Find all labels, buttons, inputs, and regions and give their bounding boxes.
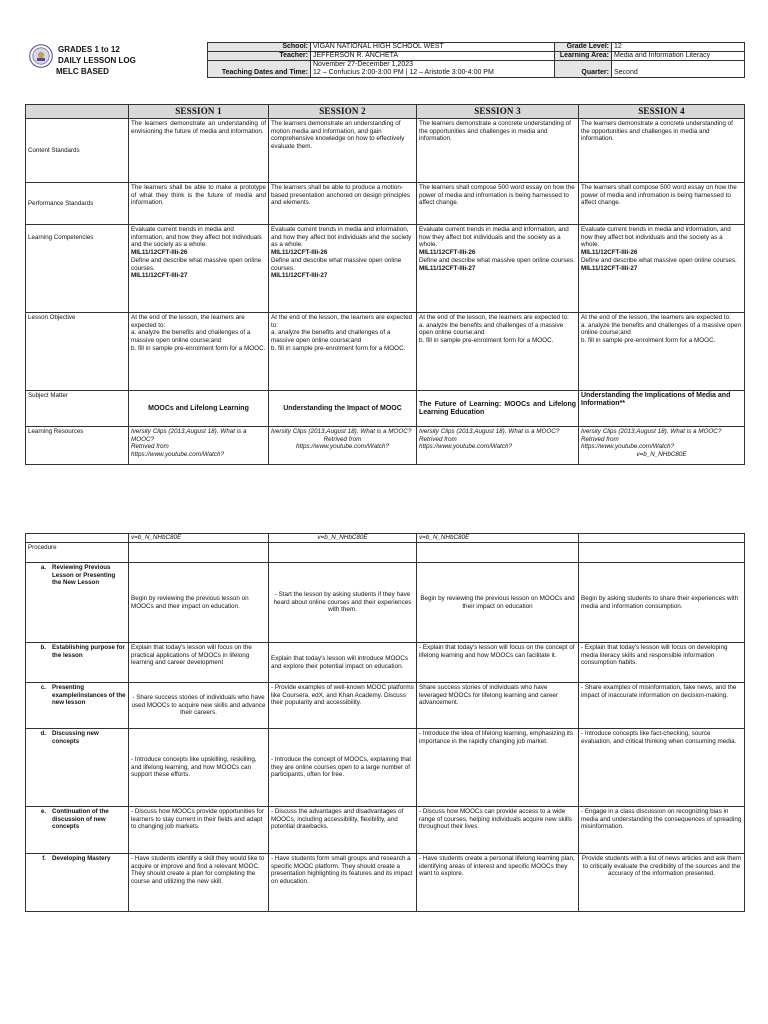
step-e-s3	[417, 807, 579, 854]
procedure-empty-s4	[579, 543, 745, 563]
competency-code-1: MIL11/12CFT-IIIi-26	[131, 249, 188, 257]
subject-matter-s2: Understanding the Impact of MOOC	[269, 391, 417, 427]
resource-retrieved: Retrived from	[323, 435, 362, 443]
step-text: - Discuss how MOOCs provide opportunities for learners to stay current in their fields and adapt to changing job markets.	[131, 808, 264, 831]
resource-retrieved: Retrived from	[419, 435, 457, 443]
content-standards-s1: The learners demonstrate an understanding of envisioning the future of media and information.	[129, 119, 269, 183]
step-text: - Introduce concepts like fact-checking, source evaluation, and critical thinking when consuming media.	[581, 730, 737, 745]
resource-retrieved: Retrived from	[131, 443, 169, 451]
step-text: - Introduce the concept of MOOCs, explaining that they are online courses open to a large number of participants, often for free.	[271, 755, 412, 779]
teacher-row	[208, 52, 745, 61]
dates-range: November 27-December 1,2023	[313, 61, 413, 68]
step-c-s1	[129, 683, 269, 729]
step-text: - Discuss how MOOCs can provide access to a wide range of courses, helping individuals acquire new skills throughout their lives.	[419, 808, 572, 831]
resource-ref: Iversity Clips (2013,August 18). What is a MOOC?	[131, 428, 247, 443]
step-f-s2	[269, 854, 417, 912]
learning-resources-s1	[129, 427, 269, 465]
step-text: - Explain that today's lesson will focus on developing media literacy skills and responsible information consumption habits.	[581, 644, 728, 667]
learning-competencies-s3	[417, 225, 579, 313]
step-text: Begin by asking students to share their experiences with media and information consumption.	[581, 594, 739, 610]
step-e-s1	[129, 807, 269, 854]
step-b-row	[26, 643, 745, 683]
objective-intro: At the end of the lesson, the learners are expected to:	[131, 314, 245, 329]
learning-resources-s4	[579, 427, 745, 465]
objective-b: b. fill in sample pre-enrolment form for a MOOC.	[131, 344, 266, 352]
learning-competencies-s1	[129, 225, 269, 313]
learning-competencies-row	[26, 225, 745, 313]
step-text: - Start the lesson by asking students if they have heard about online courses and their experiences with them.	[273, 590, 412, 614]
step-c-s3	[417, 683, 579, 729]
session-1-header: SESSION 1	[129, 105, 269, 119]
title-melc: MELC BASED	[56, 67, 109, 76]
objective-a: a. analyze the benefits and challenges of a massive open online course;and	[581, 321, 741, 337]
teacher-value: JEFFERSON R. ANCHETA	[311, 52, 555, 61]
objective-a: a. analyze the benefits and challenges of a massive open online course;and	[419, 321, 564, 337]
school-row	[208, 43, 745, 52]
dates-label: Teaching Dates and Time:	[208, 61, 311, 78]
competency-intro: Evaluate current trends in media and information, and how they affect bot individuals and the society as a whole.	[131, 226, 262, 249]
learning-resources-s3	[417, 427, 579, 465]
learning-competencies-label: Learning Competencies	[26, 225, 129, 313]
step-title: Establishing purpose for the lesson	[52, 644, 125, 659]
step-text: - Explain that today's lesson will focus on the concept of lifelong learning and how MOOCs can facilitate it.	[419, 644, 575, 659]
step-c-label	[26, 683, 129, 729]
procedure-row	[26, 543, 745, 563]
competency-define: Define and describe what massive open online courses.	[271, 256, 402, 272]
step-b-label	[26, 643, 129, 683]
step-text: - Share examples of misinformation, fake news, and the impact of inaccurate information on decision-making.	[581, 684, 737, 699]
lesson-objective-s4	[579, 313, 745, 391]
learning-competencies-s4	[579, 225, 745, 313]
step-letter: c.	[40, 684, 46, 691]
performance-standards-label: Performance Standards	[26, 183, 129, 225]
competency-code-2: MIL11/12CFT-IIIi-27	[581, 264, 638, 272]
continuation-row	[26, 534, 745, 543]
step-b-s3	[417, 643, 579, 683]
resource-ref: Iversity Clips (2013,August 18). What is a MOOC?	[581, 428, 722, 435]
subject-matter-s1: MOOCs and Lifelong Learning	[129, 391, 269, 427]
learning-resources-s2	[269, 427, 417, 465]
step-text: - Share success stories of individuals who have used MOOCs to acquire new skills and advance their careers.	[131, 693, 266, 717]
subject-matter-s3: The Future of Learning: MOOCs and Lifelong Learning Education	[417, 391, 579, 427]
objective-b: b. fill in sample pre-enrolment form for a MOOC.	[419, 337, 554, 345]
lesson-objective-s1	[129, 313, 269, 391]
teacher-label: Teacher:	[208, 52, 311, 61]
session-4-header: SESSION 4	[579, 105, 745, 119]
step-b-s1	[129, 643, 269, 683]
procedure-label: Procedure	[26, 543, 129, 563]
title-dll: DAILY LESSON LOG	[58, 56, 136, 65]
grade-level-value: 12	[612, 43, 745, 52]
deped-seal-logo	[29, 44, 53, 68]
step-d-s1	[129, 729, 269, 807]
objective-b: b. fill in sample pre-enrolment form for a MOOC.	[581, 337, 716, 345]
objective-intro: At the end of the lesson, the learners are expected to:	[271, 314, 413, 329]
content-standards-s3: The learners demonstrate a concrete understanding of the opportunities and challenges in media and information.	[417, 119, 579, 183]
dates-row	[208, 61, 745, 78]
step-d-s3	[417, 729, 579, 807]
step-a-s4	[579, 563, 745, 643]
step-e-s4	[579, 807, 745, 854]
continuation-s1: v=b_N_NHbC80E	[129, 534, 269, 543]
step-e-s2	[269, 807, 417, 854]
competency-define: Define and describe what massive open online courses.	[581, 256, 737, 264]
step-text: Share success stories of individuals who have leveraged MOOCs for lifelong learning and career advancement.	[419, 684, 558, 707]
step-f-row	[26, 854, 745, 912]
school-label: School:	[208, 43, 311, 52]
competency-code-2: MIL11/12CFT-IIIi-27	[419, 264, 476, 272]
resource-url: https://www.youtube.com/Watch?	[131, 451, 224, 459]
school-value: VIGAN NATIONAL HIGH SCHOOL WEST	[311, 43, 555, 52]
step-a-s1	[129, 563, 269, 643]
learning-resources-row	[26, 427, 745, 465]
step-c-s2	[269, 683, 417, 729]
procedure-table	[25, 533, 745, 912]
performance-standards-s1: The learners shall be able to make a prototype of what they think is the future of media and information.	[129, 183, 269, 225]
competency-intro: Evaluate current trends in media and information, and how they affect bot individuals and the society as a whole.	[271, 226, 412, 249]
session-header-row	[26, 105, 745, 119]
step-letter: a.	[40, 564, 46, 571]
step-c-row	[26, 683, 745, 729]
subject-matter-s4: Understanding the Implications of Media and Information**	[579, 391, 745, 427]
step-text: - Have students identify a skill they would like to acquire or improve and find a relevant MOOC. They should create a plan for completing the course and utilizing the new skill.	[131, 855, 265, 886]
step-a-row	[26, 563, 745, 643]
lesson-objective-row	[26, 313, 745, 391]
quarter-value: Second	[612, 61, 745, 78]
step-text: - Engage in a class discussion on recognizing bias in media and understanding the consequences of spreading misinformation.	[581, 808, 742, 831]
step-b-s4	[579, 643, 745, 683]
learning-competencies-s2	[269, 225, 417, 313]
resource-ref: Iversity Clips (2013,August 18). What is a MOOC?	[419, 428, 560, 435]
objective-b: b. fill in sample pre-enrolment form for a MOOC.	[271, 344, 406, 352]
lesson-objective-s3	[417, 313, 579, 391]
step-text: Explain that today's lesson will introduce MOOCs and explore their potential impact on education.	[271, 654, 408, 670]
competency-intro: Evaluate current trends in media and information, and how they affect bot individuals and the society as a whole.	[419, 226, 569, 249]
step-title: Continuation of the discussion of new concepts	[52, 808, 109, 831]
step-title: Reviewing Previous Lesson or Presenting the New Lesson	[52, 564, 116, 587]
resource-retrieved: Retrived from	[581, 435, 619, 443]
continuation-s2: v=b_N_NHbC80E	[269, 534, 417, 543]
resource-ref: Iversity Clips (2013,August 18). What is a MOOC?	[271, 428, 412, 435]
competency-code-1: MIL11/12CFT-IIIi-26	[581, 249, 638, 257]
title-grades: GRADES 1 to 12	[58, 45, 120, 54]
document-titles	[58, 44, 136, 77]
competency-code-1: MIL11/12CFT-IIIi-26	[419, 249, 476, 257]
step-text: Explain that today's lesson will focus on the practical applications of MOOCs in lifelong learning and career development	[131, 644, 252, 667]
step-a-s3	[417, 563, 579, 643]
step-f-s3	[417, 854, 579, 912]
step-text: - Have students create a personal lifelong learning plan, identifying areas of interest and specific MOOCs they want to explore.	[419, 855, 575, 878]
learning-area-value: Media and Information Literacy	[612, 52, 745, 61]
step-letter: b.	[40, 644, 46, 651]
content-standards-row	[26, 119, 745, 183]
continuation-s4	[579, 534, 745, 543]
step-letter: e.	[40, 808, 46, 815]
step-b-s2	[269, 643, 417, 683]
step-text: - Have students form small groups and research a specific MOOC platform. They should create a presentation highlighting its features and its impact on education.	[271, 855, 413, 886]
step-d-s2	[269, 729, 417, 807]
competency-code-2: MIL11/12CFT-IIIi-27	[131, 272, 188, 280]
session-3-header: SESSION 3	[417, 105, 579, 119]
step-title: Developing Mastery	[52, 855, 111, 862]
procedure-empty-s1	[129, 543, 269, 563]
step-d-row	[26, 729, 745, 807]
step-d-label	[26, 729, 129, 807]
procedure-empty-s3	[417, 543, 579, 563]
step-d-s4	[579, 729, 745, 807]
continuation-s3: v=b_N_NHbC80E	[417, 534, 579, 543]
quarter-label: Quarter:	[555, 61, 612, 78]
lesson-objective-s2	[269, 313, 417, 391]
lesson-plan-table	[25, 104, 745, 465]
performance-standards-s4: The learners shall compose 500 word essay on how the power of media and infromation is being harnessed to affect change.	[579, 183, 745, 225]
step-a-label	[26, 563, 129, 643]
step-text: - Discuss the advantages and disadvantages of MOOCs, including accessibility, flexibility, and potential drawbacks.	[271, 808, 404, 831]
competency-define: Define and describe what massive open online courses.	[131, 256, 262, 272]
content-standards-s4: The learners demonstrate a concrete understanding of the opportunities and challenges in media and information.	[579, 119, 745, 183]
learning-area-label: Learning Area:	[555, 52, 612, 61]
step-f-label	[26, 854, 129, 912]
content-standards-s2: The learners demonstrate an understanding of motion media and information, and gain comprehensive knowledge on how to effectively evaluate them.	[269, 119, 417, 183]
step-f-s1	[129, 854, 269, 912]
step-letter: d.	[40, 730, 46, 737]
subject-matter-label: Subject Matter	[26, 391, 129, 427]
objective-a: a. analyze the benefits and challenges of a massive open online course;and	[131, 329, 251, 345]
grade-level-label: Grade Level:	[555, 43, 612, 52]
class-schedule: 12 – Confucius 2:00-3:00 PM | 12 – Aristotle 3:00-4:00 PM	[313, 69, 494, 76]
step-f-s4	[579, 854, 745, 912]
procedure-empty-s2	[269, 543, 417, 563]
step-a-s2	[269, 563, 417, 643]
step-letter: f.	[42, 855, 46, 862]
competency-define: Define and describe what massive open online courses.	[419, 256, 575, 264]
performance-standards-s2: The learners shall be able to produce a motion-based presentation anchored on design principles and elements.	[269, 183, 417, 225]
performance-standards-s3: The learners shall compose 500 word essay on how the power of media and infromation is being harnessed to affect change.	[417, 183, 579, 225]
step-title: Discussing new concepts	[52, 730, 99, 745]
step-e-row	[26, 807, 745, 854]
step-c-s4	[579, 683, 745, 729]
corner-cell	[26, 105, 129, 119]
competency-code-2: MIL11/12CFT-IIIi-27	[271, 272, 328, 280]
continuation-empty	[26, 534, 129, 543]
objective-a: a. analyze the benefits and challenges of a massive open online course;and	[271, 329, 391, 345]
performance-standards-row	[26, 183, 745, 225]
step-e-label	[26, 807, 129, 854]
content-standards-label: Content Standards	[26, 119, 129, 183]
lesson-objective-label: Lesson Objective	[26, 313, 129, 391]
resource-url-tail: v=b_N_NHbC80E	[636, 451, 687, 459]
step-text: Begin by reviewing the previous lesson on MOOCs and their impact on education	[420, 594, 575, 610]
dates-value	[311, 61, 555, 78]
step-text: Provide students with a list of news articles and ask them to critically evaluate the credibility of the sources and the accuracy of the information presented.	[581, 855, 742, 878]
competency-intro: Evaluate current trends in media and information, and how they affect bot individuals and the society as a whole.	[581, 226, 731, 249]
objective-intro: At the end of the lesson, the learners are expected to:	[419, 314, 569, 321]
resource-url: https://www.youtube.com/Watch?	[296, 443, 389, 451]
resource-url: https://www.youtube.com/Watch?	[419, 443, 512, 451]
step-text: - Provide examples of well-known MOOC platforms like Coursera, edX, and Khan Academy. Discuss their popularity and accessibility.	[271, 684, 414, 707]
step-text: - Introduce the idea of lifelong learning, emphasizing its importance in the rapidly changing job market.	[419, 730, 574, 745]
session-2-header: SESSION 2	[269, 105, 417, 119]
objective-intro: At the end of the lesson, the learners are expected to:	[581, 314, 731, 321]
competency-code-1: MIL11/12CFT-IIIi-26	[271, 249, 328, 257]
step-text: - Introduce concepts like upskilling, reskilling, and lifelong learning, and how MOOCs can support these efforts.	[131, 755, 257, 779]
step-text: Begin by reviewing the previous lesson on MOOCs and their impact on education.	[131, 594, 249, 610]
subject-matter-row	[26, 391, 745, 427]
header-info-table	[207, 42, 745, 78]
learning-resources-label: Learning Resources	[26, 427, 129, 465]
step-title: Presenting example/instances of the new lesson	[52, 684, 126, 707]
resource-url: https://www.youtube.com/Watch?	[581, 443, 674, 451]
